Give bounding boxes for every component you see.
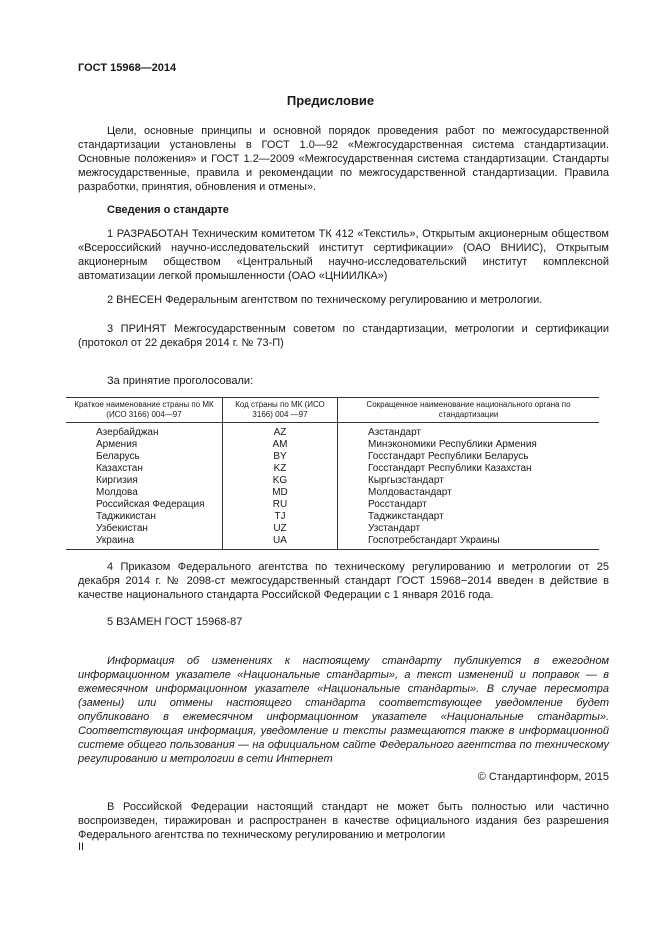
body-cell: Молдовастандарт [338,487,600,499]
table-row [66,511,599,523]
reproduction-restriction: В Российской Федерации настоящий стандарт не может быть полностью или частично воспроизведен, тиражирован и распространен в качестве официального издания без разрешения Федерального агентства по техническому регулированию и метрологии [78,801,609,841]
country-cell: Таджикистан [96,511,156,522]
item-2-introduced: 2 ВНЕСЕН Федеральным агентством по техническому регулированию и метрологии. [107,294,543,306]
code-cell: KG [223,475,338,487]
table-row [66,523,599,535]
item-5-replaces: 5 ВЗАМЕН ГОСТ 15968-87 [107,616,243,628]
code-cell: AM [223,439,338,451]
country-cell: Узбекистан [96,523,148,534]
country-cell: Украина [66,535,223,550]
item-1-developed: 1 РАЗРАБОТАН Техническим комитетом ТК 412 «Текстиль», Открытым акционерным обществом «Всероссийский научно-исследовательский институт сертификации» (ОАО ВНИИС), Открытым акционерным обществом «Центральный научно-исследовательский институт комплексной автоматизации легкой промышленности (ОАО «ЦНИИЛКА») [78,228,609,282]
page-title: Предисловие [286,93,375,108]
code-cell: AZ [223,423,338,440]
body-cell: Госпотребстандарт Украины [338,535,600,550]
table-row [66,439,599,451]
item-4-order: 4 Приказом Федерального агентства по техническому регулированию и метрологии от 25 декабря 2014 г. № 2098-ст межгосударственный стандарт ГОСТ 15968−2014 введен в действие в качестве национального стандарта Российской Федерации с 1 января 2016 года. [78,561,609,601]
voted-label: За принятие проголосовали: [107,375,254,387]
column-header-country: Краткое наименование страны по МК (ИСО 3166) 004—97 [66,398,223,423]
code-cell: KZ [223,463,338,475]
page-number: II [78,841,85,853]
code-cell: MD [223,487,338,499]
table-row [66,423,599,440]
intro-paragraph: Цели, основные принципы и основной порядок проведения работ по межгосударственной стандартизации установлены в ГОСТ 1.0—92 «Межгосударственная система стандартизации. Основные положения» и ГОСТ 1.2—2009 «Межгосударственная система стандартизации. Стандарты межгосударственные, правила и рекомендации по межгосударственной стандартизации. Правила разработки, принятия, обновления и отмены». [78,125,609,193]
item-3-adopted: 3 ПРИНЯТ Межгосударственным советом по стандартизации, метрологии и сертификации (протокол от 22 декабря 2014 г. № 73-П) [78,323,609,349]
country-cell: Молдова [96,487,138,498]
amendments-notice: Информация об изменениях к настоящему стандарту публикуется в ежегодном информационном указателе «Национальные стандарты», а текст изменений и поправок — в ежемесячном информационном указателе «Национальные стандарты». В случае пересмотра (замены) или отмены настоящего стандарта соответствующее уведомление будет опубликовано в ежемесячном информационном указателе «Национальные стандарты». Соответствующая информация, уведомление и тексты размещаются также в информационной системе общего пользования — на официальном сайте Федерального агентства по техническому регулированию и метрологии в сети Интернет [78,655,609,765]
code-cell: UZ [223,523,338,535]
country-cell: Киргизия [96,475,138,486]
country-cell: Казахстан [96,463,143,474]
copyright-line: © Стандартинформ, 2015 [477,771,609,783]
body-cell: Узстандарт [338,523,600,535]
body-cell: Госстандарт Республики Беларусь [338,451,600,463]
document-header: ГОСТ 15968—2014 [78,62,177,74]
voting-table [66,397,599,550]
country-cell: Азербайджан [96,427,159,438]
table-header-row [66,398,599,423]
code-cell: RU [223,499,338,511]
table-row [66,535,599,550]
country-cell: Беларусь [96,451,140,462]
body-cell: Азстандарт [338,423,600,440]
table-row [66,499,599,511]
table-row [66,487,599,499]
country-cell: Армения [96,439,138,450]
code-cell: BY [223,451,338,463]
code-cell: UA [223,535,338,550]
body-cell: Госстандарт Республики Казахстан [338,463,600,475]
body-cell: Минэкономики Республики Армения [338,439,600,451]
table-row [66,475,599,487]
country-cell: Российская Федерация [96,499,205,510]
column-header-code: Код страны по МК (ИСО 3166) 004 —97 [223,398,338,423]
table-row [66,451,599,463]
table-row [66,463,599,475]
body-cell: Кыргызстандарт [338,475,600,487]
info-heading: Сведения о стандарте [107,204,229,216]
body-cell: Таджикстандарт [338,511,600,523]
body-cell: Росстандарт [338,499,600,511]
code-cell: TJ [223,511,338,523]
column-header-body: Сокращенное наименование национального органа по стандартизации [338,398,600,423]
